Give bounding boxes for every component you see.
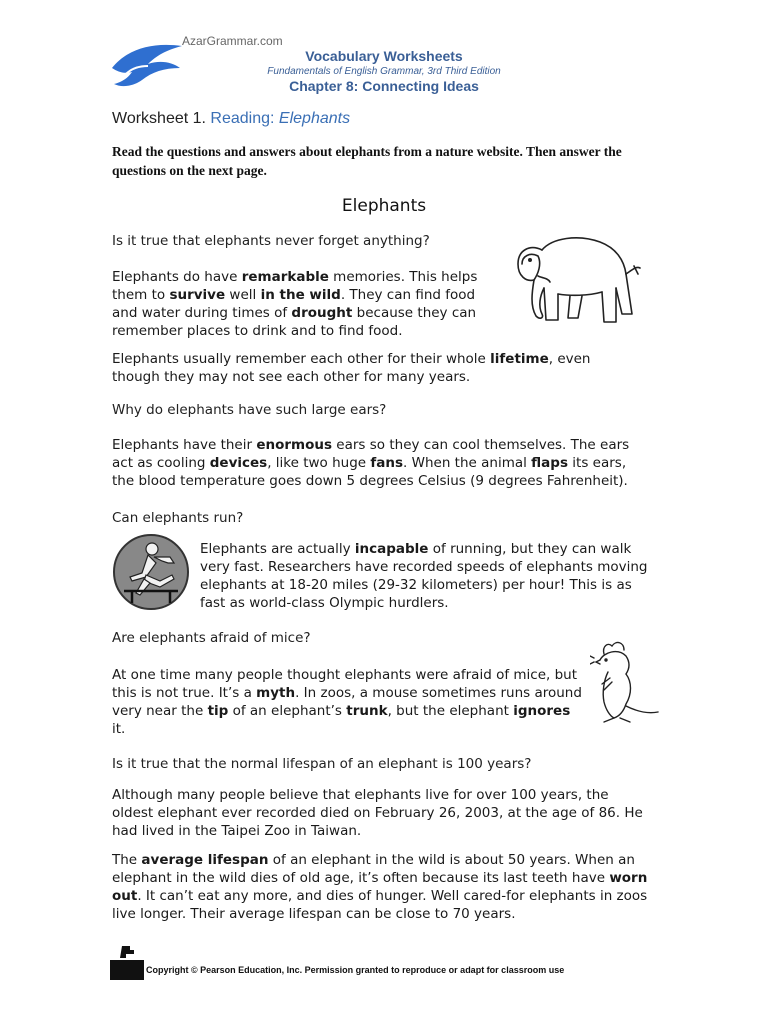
text-segment: , even though they may not see each other for many years. — [112, 351, 591, 385]
text-segment: ears so they can cool themselves. The ears act as cooling — [112, 437, 630, 471]
vocabulary-word: worn out — [112, 870, 648, 904]
pearson-longman-logo-icon — [110, 944, 144, 980]
elephant-illustration-icon — [508, 230, 642, 330]
text-segment: well — [225, 287, 261, 303]
text-segment: Elephants are actually — [200, 541, 355, 557]
worksheet-title — [112, 110, 350, 128]
vocabulary-word: myth — [256, 685, 296, 701]
text-segment: . They can find food and water during times of — [112, 287, 476, 321]
text-segment: Elephants have their — [112, 437, 257, 453]
text-segment: Elephants do have — [112, 269, 242, 285]
vocabulary-word: tip — [207, 703, 229, 719]
vocabulary-word: incapable — [354, 541, 429, 557]
vocabulary-word: flaps — [531, 455, 568, 471]
question-3: Can elephants run? — [112, 510, 244, 526]
article-title: Elephants — [341, 196, 427, 216]
text-segment: of an elephant in the wild is about 50 years. When an elephant in the wild dies of old age, it’s often because its last teeth have — [112, 852, 635, 886]
text-segment: because they can remember places to drink and to find food. — [112, 305, 477, 339]
question-2: Why do elephants have such large ears? — [112, 402, 387, 418]
answer-1-paragraph-1 — [112, 268, 492, 340]
vocabulary-word: in the wild — [260, 287, 341, 303]
text-segment: Elephants usually remember each other for their whole — [112, 351, 491, 367]
answer-4 — [112, 666, 582, 738]
question-4: Are elephants afraid of mice? — [112, 630, 311, 646]
answer-1-paragraph-2 — [112, 350, 632, 386]
header-subtitle: Fundamentals of English Grammar, 3rd Third Edition — [267, 66, 501, 77]
question-5: Is it true that the normal lifespan of an elephant is 100 years? — [112, 756, 532, 772]
worksheet-topic: Elephants — [278, 110, 351, 127]
copyright-notice: Copyright © Pearson Education, Inc. Permission granted to reproduce or adapt for classroom use — [146, 965, 565, 975]
header-chapter: Chapter 8: Connecting Ideas — [289, 78, 479, 94]
header-title: Vocabulary Worksheets — [305, 48, 463, 64]
answer-3 — [200, 540, 658, 612]
text-segment: memories. This helps them to — [112, 269, 478, 303]
hurdler-illustration-icon — [112, 533, 190, 611]
text-segment: . It can’t eat any more, and dies of hunger. Well cared-for elephants in zoos live longer. Their average lifespan can be close to 70 years. — [112, 888, 648, 922]
answer-5-paragraph-1: Although many people believe that elephants live for over 100 years, the oldest elephant ever recorded died on February 26, 2003, at the age of 86. He had lived in the Taipei Zoo in Taiwan. — [112, 787, 643, 839]
vocabulary-word: lifetime — [490, 351, 549, 367]
text-segment: of running, but they can walk very fast. Researchers have recorded speeds of elephants moving elephants at 18-20 miles (29-32 kilometers) per hour! This is as fast as world-class Olympic hurdlers. — [200, 541, 648, 611]
instructions: Read the questions and answers about elephants from a nature website. Then answer the questions on the next page. — [112, 144, 622, 178]
vocabulary-word: trunk — [346, 703, 388, 719]
text-segment: , but the elephant — [387, 703, 514, 719]
text-segment: its ears, the blood temperature goes down 5 degrees Celsius (9 degrees Fahrenheit). — [112, 455, 628, 489]
vocabulary-word: remarkable — [241, 269, 329, 285]
text-segment: . When the animal — [403, 455, 532, 471]
text-segment: , like two huge — [267, 455, 371, 471]
vocabulary-word: ignores — [513, 703, 571, 719]
text-segment: it. — [112, 721, 126, 737]
worksheet-number: Worksheet 1. — [112, 110, 206, 127]
worksheet-reading-label: Reading: — [210, 110, 275, 127]
text-segment: of an elephant’s — [228, 703, 347, 719]
answer-2 — [112, 436, 652, 490]
answer-5-paragraph-2 — [112, 851, 660, 923]
text-segment: . In zoos, a mouse sometimes runs around very near the — [112, 685, 582, 719]
vocabulary-word: fans — [370, 455, 404, 471]
vocabulary-word: enormous — [256, 437, 333, 453]
vocabulary-word: devices — [209, 455, 268, 471]
vocabulary-word: average lifespan — [141, 852, 269, 868]
vocabulary-word: survive — [169, 287, 226, 303]
site-logo-text: AzarGrammar.com — [182, 34, 283, 48]
question-1: Is it true that elephants never forget anything? — [112, 233, 430, 249]
text-segment: The — [112, 852, 142, 868]
text-segment: At one time many people thought elephants were afraid of mice, but this is not true. It’s a — [112, 667, 577, 701]
mouse-illustration-icon — [590, 636, 670, 726]
vocabulary-word: drought — [291, 305, 353, 321]
